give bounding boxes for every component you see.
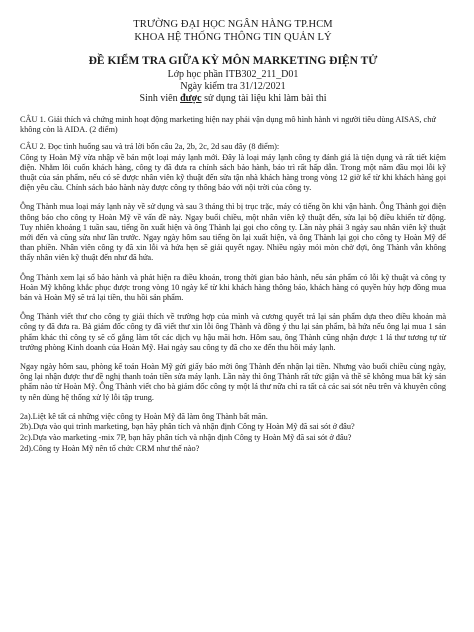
materials-note [20,93,446,105]
materials-note-emphasis: được [180,93,202,104]
case-paragraph-4: Ông Thành viết thư cho công ty giải thích về trường hợp của mình và cương quyết trả lại sản phẩm dựa theo điều khoản mà công ty đã đưa ra. Bà giám đốc công ty đã viết thư xin lỗi ông Thành và đồng ý thu lại sản phẩm, bà hứa nếu ông lại mua 1 sản phẩm khác thì công ty sẽ cố gắng làm tốt các dịch vụ hậu mãi hơn. Hôm sau, ông Thành cũng nhận được 1 lá thư tương tự từ trưởng phòng Kinh doanh của Hoàn Mỹ. Hai ngày sau công ty đã cho xe đến thu hồi máy lạnh. [20,312,446,352]
faculty-name: KHOA HỆ THỐNG THÔNG TIN QUẢN LÝ [134,32,332,43]
subquestion-list [20,412,446,454]
subquestion-2d: 2d).Công ty Hoàn Mỹ nên tổ chức CRM như thế nào? [20,443,200,453]
case-paragraph-3: Ông Thành xem lại sổ bảo hành và phát hiện ra điều khoản, trong thời gian bảo hành, nếu sản phẩm có lỗi kỹ thuật và công ty Hoàn Mỹ không khắc phục được trong vòng 10 ngày kể từ khi khách hàng thông báo, khách hàng có quyền hủy hợp đồng mua bán và Hoàn Mỹ sẽ trả lại tiền, thu hồi sản phẩm. [20,272,446,303]
case-paragraph-2: Ông Thành mua loại máy lạnh này về sử dụng và sau 3 tháng thì bị trục trặc, máy có tiếng ồn khi vận hành. Ông Thành gọi điện thông báo cho công ty Hoàn Mỹ về vấn đề này. Ngay buổi chiều, một nhân viên kỹ thuật đến, sửa lại bộ điều khiển từ động. Tuy nhiên khoảng 1 tuần sau, tiếng ồn xuất hiện và ông Thành lại gọi cho công ty. Lần này phải 3 ngày sau nhân viên kỹ thuật mới đến và cũng sửa như lần trước. Ngay ngày hôm sau tiếng ồn lại xuất hiện, và ông Thành lại gọi cho công ty Hoàn Mỹ để than phiền. Nhân viên công ty đã xin lỗi và hứa hẹn sẽ giải quyết ngay. Nhiều ngày mỏi mòn chờ đợi, ông Thành vẫn không thấy nhân viên kỹ thuật đến như đã hứa. [20,202,446,263]
subquestion-2c: 2c).Dựa vào marketing -mix 7P, bạn hãy phân tích và nhận định Công ty Hoàn Mỹ đã sai sót ở đâu? [20,433,352,443]
exam-info [20,54,446,105]
document-header [20,18,446,44]
exam-date: Ngày kiểm tra 31/12/2021 [180,81,286,92]
case-paragraph-5: Ngay ngày hôm sau, phòng kế toán Hoàn Mỹ gửi giấy báo mời ông Thành đến nhận lại tiền. Nhưng vào buổi chiều cùng ngày, ông lại nhận được thư đề nghị thanh toán tiền sửa máy lạnh. Lần này thì ông Thành rất tức giận và thề sẽ không mua bất kỳ sản phẩm nào từ Hoàn Mỹ. Ông Thành viết cho bà giám đốc công ty một lá thư nữa chỉ ra tất cả các sai sót nêu trên và khuyên công ty nên dùng hệ thống xử lý lỗi tập trung. [20,362,446,402]
subquestion-2a: 2a).Liệt kê tất cả những việc công ty Hoàn Mỹ đã làm ông Thành bất mãn. [20,411,268,421]
case-paragraph-1: Công ty Hoàn Mỹ vừa nhập về bán một loại máy lạnh mới. Đây là loại máy lạnh công ty đánh giá là tiện dụng và rất tiết kiệm điện. Nhằm lôi cuốn khách hàng, công ty đã đưa ra chính sách bảo hành, bảo trì rất hấp dẫn. Trong một năm đầu mọi lỗi kỹ thuật của sản phẩm, nếu có sẽ được nhân viên kỹ thuật đến sửa tận nhà khách hàng trong vòng 12 giờ kể từ khi khách hàng gọi điện yêu cầu. Chính sách bảo hành này được công ty thông báo với nội trời của công ty. [20,152,446,193]
school-name: TRƯỜNG ĐẠI HỌC NGÂN HÀNG TP.HCM [133,19,333,30]
question-2-header: CÂU 2. Đọc tình huống sau và trả lời bốn câu 2a, 2b, 2c, 2d sau đây (8 điểm): [20,142,280,152]
class-code: Lớp học phần ITB302_211_D01 [167,69,299,80]
case-study [20,153,446,403]
subquestion-2b: 2b).Dựa vào qui trình marketing, bạn hãy phân tích và nhận định Công ty Hoàn Mỹ đã sai sót ở đâu? [20,422,355,432]
materials-note-pre: Sinh viên [139,93,181,104]
materials-note-post: sử dụng tài liệu khi làm bài thi [201,93,327,104]
exam-title: ĐỀ KIỂM TRA GIỮA KỲ MÔN MARKETING ĐIỆN TỬ [88,55,378,67]
question-1: CÂU 1. Giải thích và chứng minh hoạt động marketing hiện nay phải vận dụng mô hình hành vi người tiêu dùng AISAS, chứ không còn là AIDA. (2 điểm) [20,115,436,135]
